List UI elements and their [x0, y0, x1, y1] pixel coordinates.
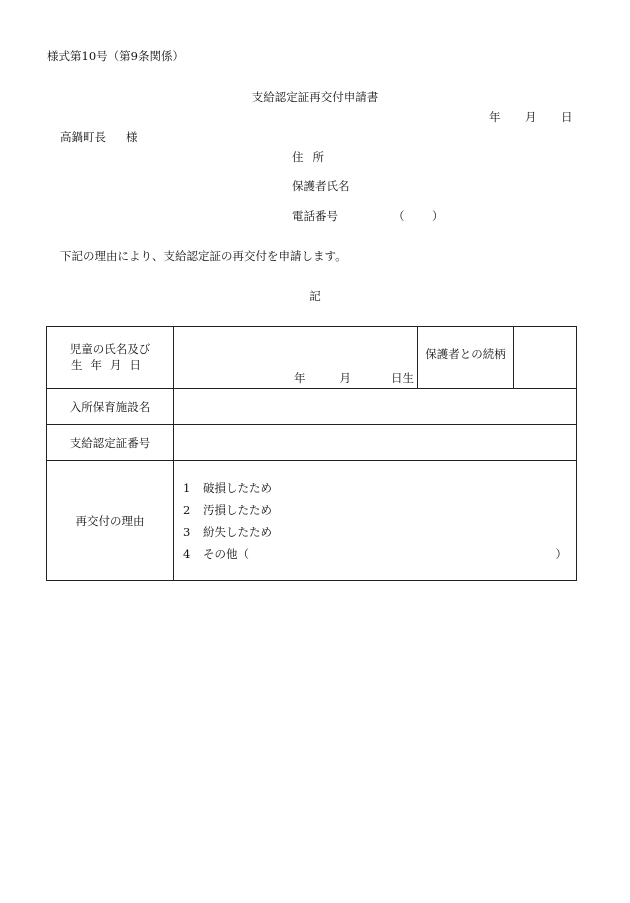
applicant-address-label: 住所	[292, 150, 333, 164]
facility-label: 入所保育施設名	[47, 389, 174, 425]
date-year-label: 年	[489, 110, 501, 124]
table-row-reason	[47, 461, 577, 581]
form-number: 様式第10号（第9条関係）	[47, 49, 184, 63]
birth-year-label: 年	[294, 371, 306, 385]
cert-number-field[interactable]	[174, 425, 577, 461]
reason-label: 再交付の理由	[47, 461, 174, 581]
child-name-birth-field[interactable]	[174, 327, 418, 389]
application-table	[46, 326, 577, 581]
relation-label: 保護者との続柄	[425, 346, 506, 361]
document-title: 支給認定証再交付申請書	[251, 90, 379, 104]
birth-month-label: 月	[339, 371, 351, 385]
reason-options	[174, 461, 577, 581]
reason-other-close-paren: ）	[555, 546, 567, 561]
birth-day-label: 日生	[391, 371, 414, 385]
cert-number-label: 支給認定証番号	[47, 425, 174, 461]
ki-heading: 記	[309, 289, 321, 303]
applicant-phone-label: 電話番号	[292, 209, 338, 223]
addressee-name: 高鍋町長	[60, 130, 106, 144]
relation-field[interactable]	[514, 327, 577, 389]
facility-field[interactable]	[174, 389, 577, 425]
relation-label-cell	[418, 327, 514, 389]
date-month-label: 月	[525, 110, 537, 124]
table-row-cert-number	[47, 425, 577, 461]
addressee-honorific: 様	[126, 130, 138, 144]
table-row-facility	[47, 389, 577, 425]
phone-paren-open: （	[393, 209, 405, 223]
child-label-line1: 児童の氏名及び	[69, 341, 151, 356]
child-label-line2: 生年月日	[71, 357, 149, 372]
addressee	[60, 132, 138, 144]
child-label-cell	[47, 327, 174, 389]
reason-option-lost[interactable]: 3 紛失したため	[183, 524, 272, 539]
reason-option-soiled[interactable]: 2 汚損したため	[183, 502, 272, 517]
reason-option-other[interactable]: 4 その他（ ）	[183, 543, 567, 565]
table-row-child	[47, 327, 577, 389]
applicant-name-label: 保護者氏名	[292, 179, 350, 193]
date-day-label: 日	[561, 110, 573, 124]
phone-paren-close: ）	[432, 209, 444, 223]
request-statement: 下記の理由により、支給認定証の再交付を申請します。	[60, 249, 347, 263]
birthdate-line	[294, 370, 414, 386]
reason-option-damaged[interactable]: 1 破損したため	[183, 480, 272, 495]
